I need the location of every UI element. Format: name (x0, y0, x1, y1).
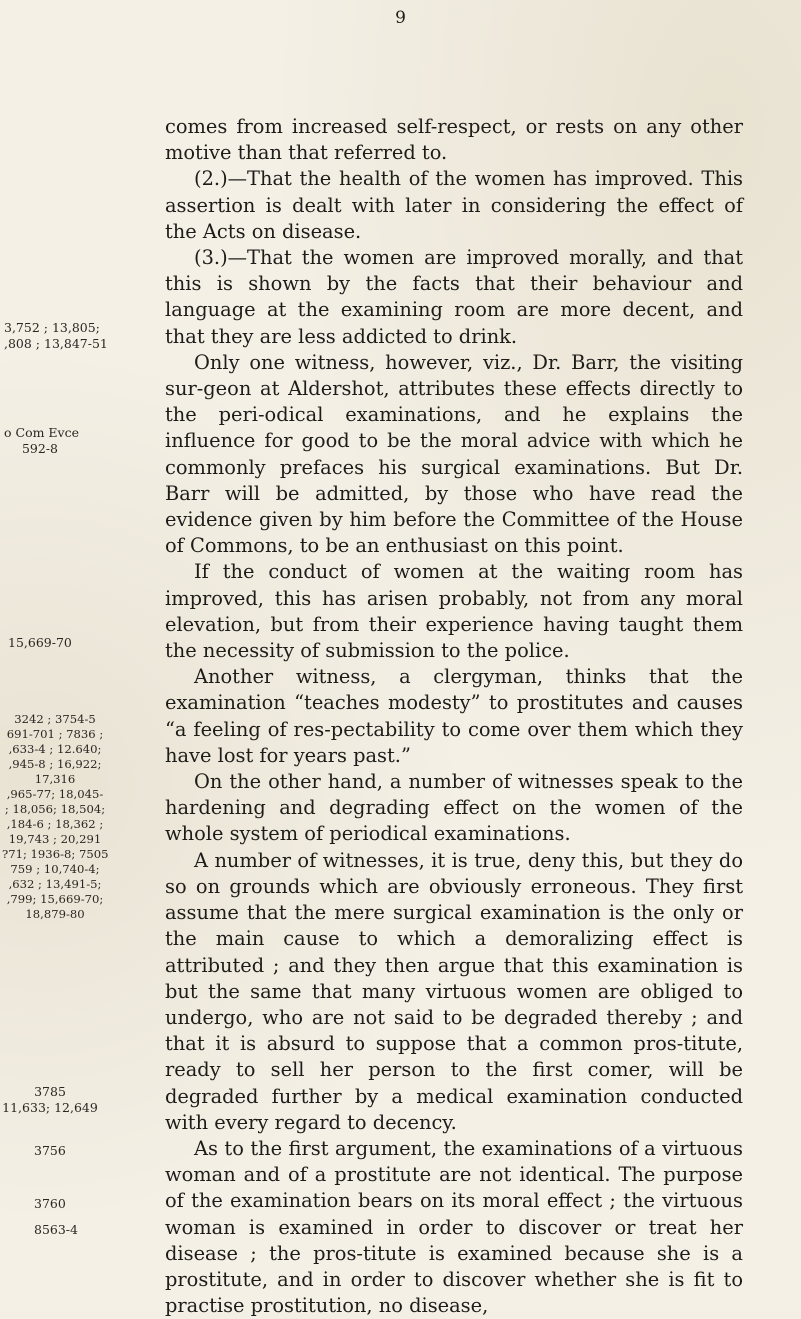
paragraph-7: On the other hand, a number of witnesses speak to the hardening and degrading effect on the women of the whole system of periodical examinations. (165, 770, 743, 846)
margin-notes (0, 0, 160, 1311)
margin-note-line: 3785 (34, 1084, 66, 1099)
margin-note (4, 320, 108, 351)
paragraph-9: As to the first argument, the examinations of a virtuous woman and of a prostitute are not identical. The purpose of the examination bears on its moral effect ; the virtuous woman is examined in order to discover or treat her disease ; the pros-titute is examined because she is a prostitute, and in order to discover whether she is fit to practise prostitution, no disease, (165, 1136, 743, 1318)
margin-note-line: ,184-6 ; 18,362 ; (6, 817, 104, 831)
margin-note-line: 17,316 (34, 772, 76, 786)
paragraph-4: Only one witness, however, viz., Dr. Barr, the visiting sur-geon at Aldershot, attributes these effects directly to the peri-odical examinations, and he explains the influence for good to be the moral advice with which he commonly prefaces his surgical examinations. But Dr. Barr will be admitted, by those who have read the evidence given by him before the Committee of the House of Commons, to be an enthusiast on this point. (165, 350, 743, 558)
paragraph-8: A number of witnesses, it is true, deny this, but they do so on grounds which are obviously erroneous. They first assume that the mere surgical examination is the only or the main cause to which a demoralizing effect is attributed ; and they then argue that this examination is but the same that many virtuous women are obliged to undergo, who are not said to be degraded thereby ; and that it is absurd to suppose that a common pros-titute, ready to sell her person to the first comer, will be degraded further by a medical examination conducted with every regard to decency. (165, 848, 743, 1134)
margin-note-line: 18,879-80 (25, 907, 85, 921)
margin-note-line: 759 ; 10,740-4; (10, 862, 100, 876)
margin-note (34, 1222, 78, 1238)
margin-note-line: 8563-4 (34, 1222, 78, 1237)
margin-note-line: o Com Evce (4, 425, 79, 440)
margin-note-line: 592-8 (21, 440, 59, 456)
margin-note (8, 635, 72, 651)
paragraph-5: If the conduct of women at the waiting room has improved, this has arisen probably, not from any moral elevation, but from their experience having taught them the necessity of submission to the police. (165, 560, 743, 663)
margin-note-line: 11,633; 12,649 (2, 1099, 98, 1115)
margin-note-line: ,945-8 ; 16,922; (8, 757, 102, 771)
margin-note (4, 425, 79, 456)
paragraph-2: (2.)—That the health of the women has improved. This assertion is dealt with later in considering the effect of the Acts on disease. (165, 167, 743, 243)
paragraph-3: (3.)—That the women are improved morally, and that this is shown by the facts that their behaviour and language at the examining room are more decent, and that they are less addicted to drink. (165, 246, 743, 348)
body-text (165, 114, 743, 1319)
margin-note (34, 1143, 66, 1159)
margin-note-line: 15,669-70 (8, 635, 72, 650)
paragraph-1: comes from increased self-respect, or rests on any other motive than that referred to. (165, 115, 743, 165)
margin-note-line: 3756 (34, 1143, 66, 1158)
margin-note-line: 19,743 ; 20,291 (8, 832, 102, 846)
margin-note-line: ,965-77; 18,045- (6, 787, 104, 801)
margin-note-line: ,633-4 ; 12.640; (8, 742, 102, 756)
margin-note-line: 3242 ; 3754-5 (14, 712, 96, 726)
page-number: 9 (395, 8, 406, 28)
margin-note (2, 1084, 98, 1115)
margin-note-line: 691-701 ; 7836 ; (6, 727, 104, 741)
margin-note-line: 3760 (34, 1196, 66, 1211)
margin-note (2, 712, 108, 922)
paragraph-6: Another witness, a clergyman, thinks that the examination “teaches modesty” to prostitutes and causes “a feeling of res-pectability to come over them which they have lost for years past.” (165, 665, 743, 767)
margin-note-line: ,632 ; 13,491-5; (8, 877, 102, 891)
margin-note-line: ,808 ; 13,847-51 (4, 335, 108, 351)
margin-note-line: ; 18,056; 18,504; (4, 802, 106, 816)
margin-note-line: ,799; 15,669-70; (6, 892, 104, 906)
margin-note-line: 3,752 ; 13,805; (4, 320, 100, 335)
margin-note (34, 1196, 66, 1212)
margin-note-line: ?71; 1936-8; 7505 (2, 847, 109, 861)
